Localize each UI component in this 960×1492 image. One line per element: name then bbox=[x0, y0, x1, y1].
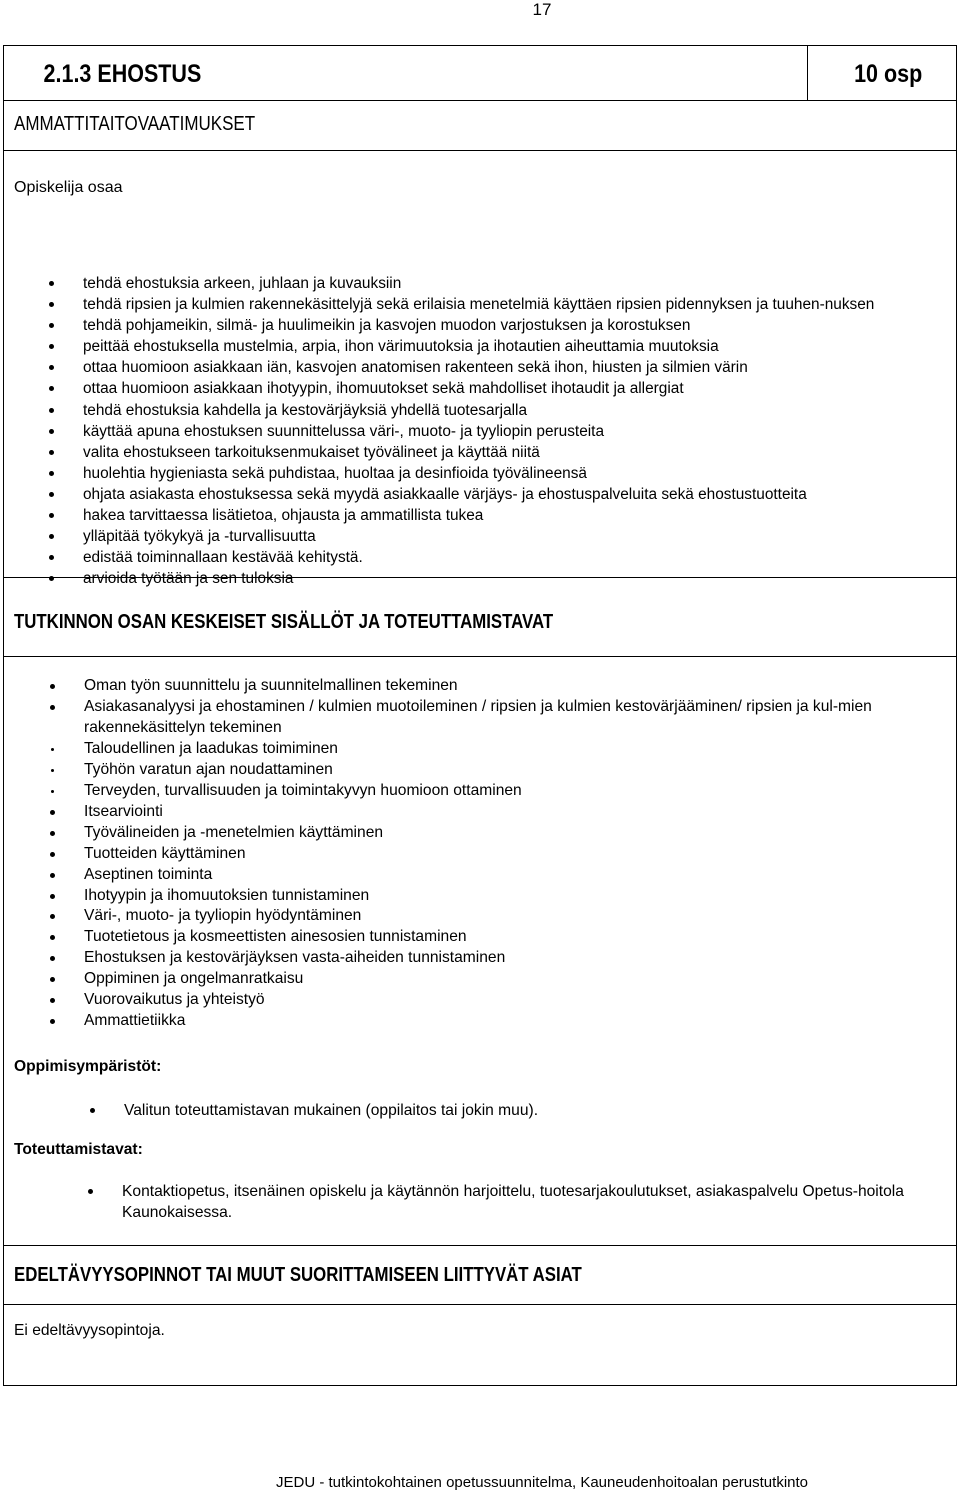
requirements-row bbox=[4, 151, 956, 588]
requirements-list bbox=[83, 273, 943, 589]
list-item: ohjata asiakasta ehostuksessa sekä myydä asiakkaalle värjäys- ja ehostuspalveluita sekä ehostustuotteita bbox=[83, 484, 943, 505]
prerequisites-heading-row bbox=[4, 1246, 956, 1305]
list-item: Oppiminen ja ongelmanratkaisu bbox=[84, 969, 944, 990]
environments-label: Oppimisympäristöt: bbox=[14, 1058, 162, 1075]
methods-label: Toteuttamistavat: bbox=[14, 1141, 143, 1158]
list-item: Tuotteiden käyttäminen bbox=[84, 844, 944, 865]
page-footer: JEDU - tutkintokohtainen opetussuunnitelma, Kauneudenhoitoalan perustutkinto bbox=[275, 1474, 809, 1491]
list-item bbox=[84, 697, 944, 739]
list-item: arvioida työtään ja sen tuloksia bbox=[83, 568, 943, 589]
contents-row bbox=[4, 657, 956, 1246]
list-item-text: Kontaktiopetus, itsenäinen opiskelu ja käytännön harjoittelu, tuotesarjakoulutukset, asiakaspalvelu Opetus-hoitola Kaunokaisessa. bbox=[122, 1183, 904, 1221]
credits-cell bbox=[807, 46, 956, 100]
list-item: peittää ehostuksella mustelmia, arpia, ihon värimuutoksia ja ihotautien aiheuttamia muutoksia bbox=[83, 336, 943, 357]
requirements-heading-row bbox=[4, 101, 956, 151]
environments-list bbox=[124, 1100, 924, 1121]
list-item-text: tehdä ripsien ja kulmien rakennekäsittelyjä sekä erilaisia menetelmiä käyttäen ripsien pidennyksen ja tuuhen-nuksen bbox=[83, 296, 875, 314]
list-item bbox=[83, 294, 943, 315]
module-table bbox=[3, 45, 957, 1386]
prerequisites-text: Ei edeltävyysopintoja. bbox=[14, 1322, 165, 1339]
list-item: Tuotetietous ja kosmeettisten ainesosien tunnistaminen bbox=[84, 927, 944, 948]
list-item: hakea tarvittaessa lisätietoa, ohjausta ja ammatillista tukea bbox=[83, 505, 943, 526]
contents-heading: TUTKINNON OSAN KESKEISET SISÄLLÖT JA TOTEUTTAMISTAVAT bbox=[14, 610, 554, 633]
list-item: Työvälineiden ja -menetelmien käyttäminen bbox=[84, 823, 944, 844]
list-item: Työhön varatun ajan noudattaminen bbox=[84, 760, 944, 781]
list-item: tehdä pohjameikin, silmä- ja huulimeikin ja kasvojen muodon varjostuksen ja korostuksen bbox=[83, 315, 943, 336]
title-cell bbox=[4, 46, 695, 100]
list-item-text: Asiakasanalyysi ja ehostaminen / kulmien muotoileminen / ripsien ja kulmien kestovärjääminen/ ripsien ja kul-mien rakennekäsittelyn tekeminen bbox=[84, 697, 872, 736]
title-row bbox=[4, 46, 956, 101]
module-credits: 10 osp bbox=[853, 60, 922, 88]
list-item: tehdä ehostuksia kahdella ja kestovärjäyksiä yhdellä tuotesarjalla bbox=[83, 400, 943, 421]
module-title: 2.1.3 EHOSTUS bbox=[43, 60, 202, 88]
list-item: Ehostuksen ja kestovärjäyksen vasta-aiheiden tunnistaminen bbox=[84, 948, 944, 969]
contents-list bbox=[84, 676, 944, 1032]
requirements-intro: Opiskelija osaa bbox=[14, 179, 123, 196]
prerequisites-row bbox=[4, 1305, 956, 1385]
list-item: ottaa huomioon asiakkaan ihotyypin, ihomuutokset sekä mahdolliset ihotaudit ja allergiat bbox=[83, 378, 943, 399]
list-item: Terveyden, turvallisuuden ja toimintakyvyn huomioon ottaminen bbox=[84, 781, 944, 802]
list-item: tehdä ehostuksia arkeen, juhlaan ja kuvauksiin bbox=[83, 273, 943, 294]
list-item: Oman työn suunnittelu ja suunnitelmallinen tekeminen bbox=[84, 676, 944, 697]
list-item: Aseptinen toiminta bbox=[84, 865, 944, 886]
methods-list bbox=[122, 1181, 942, 1223]
list-item: Taloudellinen ja laadukas toimiminen bbox=[84, 739, 944, 760]
requirements-heading: AMMATTITAITOVAATIMUKSET bbox=[14, 113, 256, 135]
list-item: Valitun toteuttamistavan mukainen (oppilaitos tai jokin muu). bbox=[124, 1100, 924, 1121]
list-item: Väri-, muoto- ja tyyliopin hyödyntäminen bbox=[84, 906, 944, 927]
list-item: ylläpitää työkykyä ja -turvallisuutta bbox=[83, 526, 943, 547]
list-item: käyttää apuna ehostuksen suunnittelussa väri-, muoto- ja tyyliopin perusteita bbox=[83, 421, 943, 442]
list-item: valita ehostukseen tarkoituksenmukaiset työvälineet ja käyttää niitä bbox=[83, 442, 943, 463]
list-item: ottaa huomioon asiakkaan iän, kasvojen anatomisen rakenteen sekä ihon, hiusten ja silmien värin bbox=[83, 357, 943, 378]
list-item: Itsearviointi bbox=[84, 802, 944, 823]
page-number: 17 bbox=[532, 0, 552, 19]
list-item: Ihotyypin ja ihomuutoksien tunnistaminen bbox=[84, 886, 944, 907]
list-item: Vuorovaikutus ja yhteistyö bbox=[84, 990, 944, 1011]
list-item bbox=[122, 1181, 942, 1223]
list-item: Ammattietiikka bbox=[84, 1011, 944, 1032]
list-item: huolehtia hygieniasta sekä puhdistaa, huoltaa ja desinfioida työvälineensä bbox=[83, 463, 943, 484]
prerequisites-heading: EDELTÄVYYSOPINNOT TAI MUUT SUORITTAMISEEN LIITTYVÄT ASIAT bbox=[14, 1263, 582, 1286]
list-item: edistää toiminnallaan kestävää kehitystä. bbox=[83, 547, 943, 568]
contents-heading-row bbox=[4, 578, 956, 657]
